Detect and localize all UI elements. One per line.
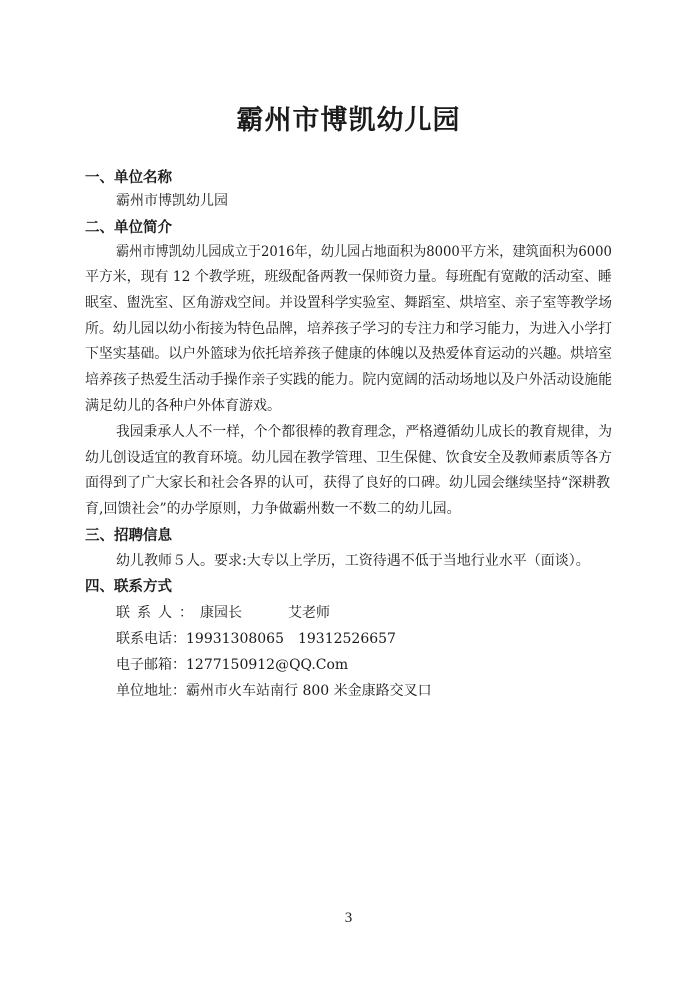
- contact-address-label: 单位地址：: [116, 683, 186, 699]
- intro-p1-line-1: 霸州市博凯幼儿园成立于2016年，幼儿园占地面积为8000平方米，建筑面积为6000: [116, 244, 612, 260]
- intro-p1-line-5: 下坚实基础。以户外篮球为依托培养孩子健康的体魄以及热爱体育运动的兴趣。烘培室: [85, 346, 612, 362]
- contact-email-label: 电子邮箱：: [116, 657, 186, 673]
- contact-person-2: 艾老师: [288, 605, 330, 621]
- intro-p2-line-2: 幼儿创设适宜的教育环境。幼儿园在教学管理、卫生保健、饮食安全及教师素质等各方: [85, 450, 612, 466]
- contact-person-label: 联系人：: [116, 605, 200, 621]
- intro-p1-line-4: 所。幼儿园以幼小衔接为特色品牌，培养孩子学习的专注力和学习能力，为进入小学打: [85, 321, 612, 337]
- intro-p2-line-4: 育,回馈社会”的办学原则，力争做霸州数一不数二的幼儿园。: [85, 501, 461, 517]
- contact-phone-2: 19312526657: [297, 631, 396, 647]
- intro-p2-line-3: 面得到了广大家长和社会各界的认可，获得了良好的口碑。幼儿园会继续坚持“深耕教: [85, 475, 611, 491]
- contact-email-row: [116, 654, 348, 674]
- intro-p2-line-1: 我园秉承人人不一样，个个都很棒的教育理念，严格遵循幼儿成长的教育规律，为: [116, 424, 612, 440]
- intro-p1-line-7: 满足幼儿的各种户外体育游戏。: [85, 398, 281, 414]
- contact-phone-row: [116, 628, 396, 648]
- contact-address-row: [116, 680, 432, 700]
- section-heading-contact: 四、联系方式: [85, 579, 172, 595]
- contact-email: 1277150912@QQ.Com: [186, 657, 349, 673]
- section-heading-unit-name: 一、单位名称: [85, 170, 172, 186]
- recruitment-text: 幼儿教师５人。要求:大专以上学历，工资待遇不低于当地行业水平（面谈）。: [116, 553, 590, 569]
- contact-phone-1: 19931308065: [186, 631, 284, 647]
- intro-p1-line-6: 培养孩子热爱生活动手操作亲子实践的能力。院内宽阔的活动场地以及户外活动设施能: [85, 372, 612, 388]
- unit-name-text: 霸州市博凯幼儿园: [116, 193, 228, 209]
- intro-p1-line-2: 平方米，现有 12 个教学班，班级配备两教一保师资力量。每班配有宽敞的活动室、睡: [85, 269, 612, 285]
- contact-phone-label: 联系电话：: [116, 631, 186, 647]
- contact-person-1: 康园长: [200, 605, 242, 621]
- contact-address: 霸州市火车站南行 800 米金康路交叉口: [186, 683, 432, 699]
- section-heading-unit-intro: 二、单位简介: [85, 220, 172, 236]
- page-number: 3: [344, 910, 353, 926]
- intro-p1-line-3: 眠室、盥洗室、区角游戏空间。并设置科学实验室、舞蹈室、烘培室、亲子室等教学场: [85, 295, 612, 311]
- section-heading-recruitment: 三、招聘信息: [85, 528, 172, 544]
- contact-person-row: [116, 602, 330, 622]
- page-title: 霸州市博凯幼儿园: [236, 105, 461, 136]
